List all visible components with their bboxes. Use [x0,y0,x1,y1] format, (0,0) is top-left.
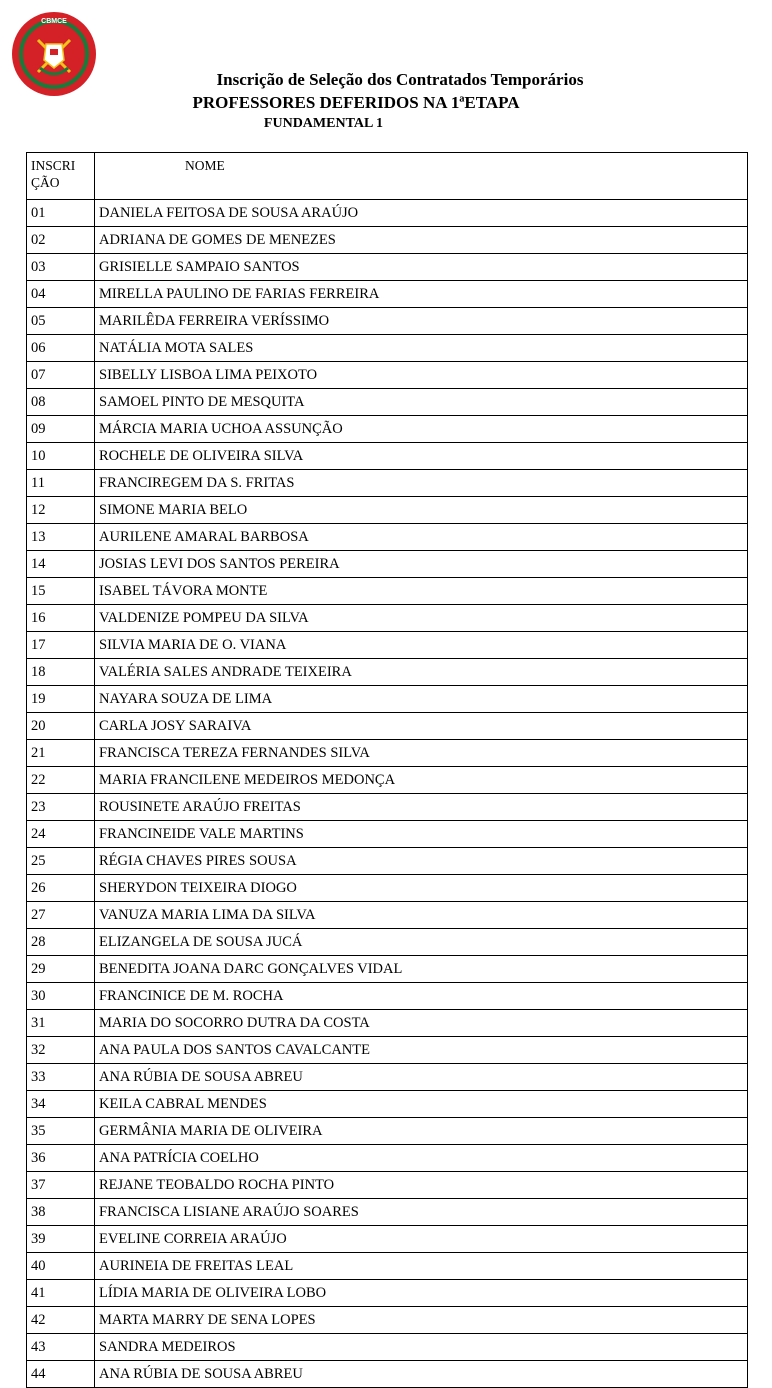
inscricao-cell: 32 [27,1037,95,1064]
nome-cell: ADRIANA DE GOMES DE MENEZES [95,227,748,254]
inscricao-cell: 38 [27,1199,95,1226]
table-row [27,1118,748,1145]
nome-cell: SIBELLY LISBOA LIMA PEIXOTO [95,362,748,389]
inscricao-cell: 42 [27,1307,95,1334]
candidates-table [26,152,748,1388]
nome-cell: BENEDITA JOANA DARC GONÇALVES VIDAL [95,956,748,983]
inscricao-cell: 37 [27,1172,95,1199]
inscricao-cell: 27 [27,902,95,929]
inscricao-cell: 34 [27,1091,95,1118]
inscricao-cell: 43 [27,1334,95,1361]
nome-cell: ROCHELE DE OLIVEIRA SILVA [95,443,748,470]
inscricao-cell: 06 [27,335,95,362]
nome-cell: ANA RÚBIA DE SOUSA ABREU [95,1064,748,1091]
nome-cell: CARLA JOSY SARAIVA [95,713,748,740]
table-row [27,821,748,848]
table-body [27,200,748,1388]
table-row [27,686,748,713]
inscricao-cell: 16 [27,605,95,632]
nome-cell: VALDENIZE POMPEU DA SILVA [95,605,748,632]
table-row [27,254,748,281]
table-row [27,335,748,362]
inscricao-cell: 40 [27,1253,95,1280]
inscricao-cell: 23 [27,794,95,821]
nome-cell: MARIA FRANCILENE MEDEIROS MEDONÇA [95,767,748,794]
table-row [27,875,748,902]
nome-cell: GRISIELLE SAMPAIO SANTOS [95,254,748,281]
table-row [27,1064,748,1091]
inscricao-cell: 07 [27,362,95,389]
nome-cell: MÁRCIA MARIA UCHOA ASSUNÇÃO [95,416,748,443]
table-row [27,1037,748,1064]
inscricao-cell: 29 [27,956,95,983]
nome-cell: FRANCINEIDE VALE MARTINS [95,821,748,848]
table-row [27,1199,748,1226]
table-row [27,659,748,686]
nome-cell: SIMONE MARIA BELO [95,497,748,524]
nome-cell: NATÁLIA MOTA SALES [95,335,748,362]
table-row [27,1307,748,1334]
logo-text: CBMCE [41,18,67,25]
nome-cell: FRANCISCA TEREZA FERNANDES SILVA [95,740,748,767]
table-row [27,308,748,335]
nome-cell: MARILÊDA FERREIRA VERÍSSIMO [95,308,748,335]
inscricao-cell: 09 [27,416,95,443]
inscricao-cell: 08 [27,389,95,416]
inscricao-cell: 25 [27,848,95,875]
inscricao-cell: 36 [27,1145,95,1172]
inscricao-cell: 41 [27,1280,95,1307]
nome-cell: AURILENE AMARAL BARBOSA [95,524,748,551]
table-row [27,578,748,605]
nome-cell: ANA PAULA DOS SANTOS CAVALCANTE [95,1037,748,1064]
nome-cell: FRANCISCA LISIANE ARAÚJO SOARES [95,1199,748,1226]
header-nome: NOME [95,153,748,200]
document-category: FUNDAMENTAL 1 [263,116,384,131]
table-row [27,497,748,524]
inscricao-cell: 10 [27,443,95,470]
nome-cell: VANUZA MARIA LIMA DA SILVA [95,902,748,929]
table-row [27,1334,748,1361]
nome-cell: ELIZANGELA DE SOUSA JUCÁ [95,929,748,956]
nome-cell: MIRELLA PAULINO DE FARIAS FERREIRA [95,281,748,308]
inscricao-cell: 11 [27,470,95,497]
inscricao-cell: 12 [27,497,95,524]
table-row [27,551,748,578]
table-row [27,740,748,767]
inscricao-cell: 44 [27,1361,95,1388]
inscricao-cell: 35 [27,1118,95,1145]
inscricao-cell: 33 [27,1064,95,1091]
nome-cell: VALÉRIA SALES ANDRADE TEIXEIRA [95,659,748,686]
table-row [27,470,748,497]
table-row [27,200,748,227]
table-row [27,227,748,254]
table-row [27,983,748,1010]
nome-cell: AURINEIA DE FREITAS LEAL [95,1253,748,1280]
table-row [27,443,748,470]
nome-cell: ANA RÚBIA DE SOUSA ABREU [95,1361,748,1388]
inscricao-cell: 26 [27,875,95,902]
inscricao-cell: 31 [27,1010,95,1037]
nome-cell: FRANCINICE DE M. ROCHA [95,983,748,1010]
document-title: Inscrição de Seleção dos Contratados Temporários [216,70,584,89]
table-row [27,929,748,956]
table-row [27,767,748,794]
nome-cell: ANA PATRÍCIA COELHO [95,1145,748,1172]
table-row [27,524,748,551]
nome-cell: JOSIAS LEVI DOS SANTOS PEREIRA [95,551,748,578]
inscricao-cell: 22 [27,767,95,794]
table-header-row [27,153,748,200]
nome-cell: SAMOEL PINTO DE MESQUITA [95,389,748,416]
inscricao-cell: 24 [27,821,95,848]
nome-cell: RÉGIA CHAVES PIRES SOUSA [95,848,748,875]
table-row [27,902,748,929]
nome-cell: EVELINE CORREIA ARAÚJO [95,1226,748,1253]
nome-cell: MARTA MARRY DE SENA LOPES [95,1307,748,1334]
nome-cell: ISABEL TÁVORA MONTE [95,578,748,605]
table-row [27,956,748,983]
inscricao-cell: 30 [27,983,95,1010]
table-row [27,848,748,875]
table-row [27,281,748,308]
table-row [27,1172,748,1199]
table-row [27,1010,748,1037]
inscricao-cell: 03 [27,254,95,281]
nome-cell: SHERYDON TEIXEIRA DIOGO [95,875,748,902]
nome-cell: MARIA DO SOCORRO DUTRA DA COSTA [95,1010,748,1037]
inscricao-cell: 02 [27,227,95,254]
table-row [27,389,748,416]
inscricao-cell: 21 [27,740,95,767]
inscricao-cell: 13 [27,524,95,551]
inscricao-cell: 18 [27,659,95,686]
table-row [27,632,748,659]
table-row [27,1361,748,1388]
nome-cell: KEILA CABRAL MENDES [95,1091,748,1118]
inscricao-cell: 28 [27,929,95,956]
inscricao-cell: 05 [27,308,95,335]
inscricao-cell: 19 [27,686,95,713]
table-row [27,794,748,821]
document-subtitle: PROFESSORES DEFERIDOS NA 1ªETAPA [192,93,520,112]
nome-cell: SANDRA MEDEIROS [95,1334,748,1361]
inscricao-cell: 04 [27,281,95,308]
nome-cell: ROUSINETE ARAÚJO FREITAS [95,794,748,821]
header-inscricao: INSCRI ÇÃO [27,153,95,200]
inscricao-cell: 17 [27,632,95,659]
inscricao-cell: 01 [27,200,95,227]
table-row [27,1091,748,1118]
nome-cell: GERMÂNIA MARIA DE OLIVEIRA [95,1118,748,1145]
table-row [27,1145,748,1172]
table-row [27,1253,748,1280]
nome-cell: LÍDIA MARIA DE OLIVEIRA LOBO [95,1280,748,1307]
nome-cell: REJANE TEOBALDO ROCHA PINTO [95,1172,748,1199]
nome-cell: FRANCIREGEM DA S. FRITAS [95,470,748,497]
inscricao-cell: 39 [27,1226,95,1253]
table-row [27,1280,748,1307]
inscricao-cell: 15 [27,578,95,605]
inscricao-cell: 20 [27,713,95,740]
nome-cell: NAYARA SOUZA DE LIMA [95,686,748,713]
table-row [27,713,748,740]
nome-cell: DANIELA FEITOSA DE SOUSA ARAÚJO [95,200,748,227]
table-row [27,416,748,443]
table-row [27,605,748,632]
inscricao-cell: 14 [27,551,95,578]
nome-cell: SILVIA MARIA DE O. VIANA [95,632,748,659]
table-row [27,362,748,389]
table-row [27,1226,748,1253]
